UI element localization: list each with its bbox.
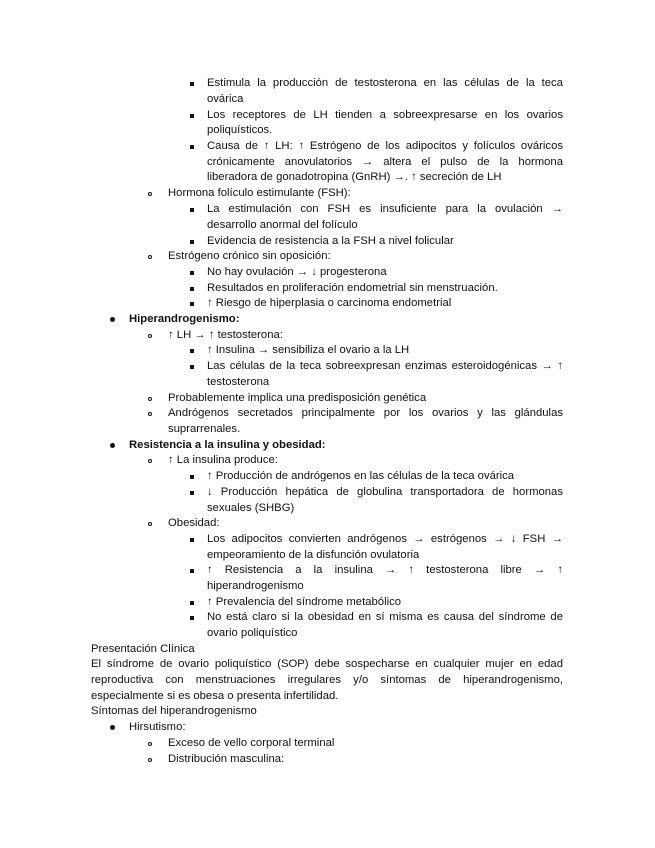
square-bullet-icon: [190, 349, 194, 353]
text-line: Distribución masculina:: [168, 753, 285, 765]
section-heading: Resistencia a la insulina y obesidad:: [129, 439, 326, 451]
square-bullet-icon: [190, 491, 194, 495]
text-line: ↑ Prevalencia del síndrome metabólico: [207, 596, 402, 608]
text-line: empeoramiento de la disfunción ovulatoria: [207, 549, 420, 561]
text-line: Estrógeno crónico sin oposición:: [168, 250, 331, 262]
text-line: Las células de la teca sobreexpresan enzimas esteroidogénicas → ↑: [207, 360, 563, 372]
text-line: ↑ Riesgo de hiperplasia o carcinoma endometrial: [207, 297, 452, 309]
text-line: Los receptores de LH tienden a sobreexpresarse en los ovarios: [207, 109, 563, 121]
text-line: Estimula la producción de testosterona en las células de la teca: [207, 77, 563, 89]
square-bullet-icon: [190, 82, 194, 86]
circle-bullet-icon: [148, 397, 152, 401]
text-line: ↑ LH → ↑ testosterona:: [168, 329, 283, 341]
text-line: suprarrenales.: [168, 423, 241, 435]
text-line: Exceso de vello corporal terminal: [168, 737, 335, 749]
text-line: Hirsutismo:: [129, 721, 186, 733]
text-line: Probablemente implica una predisposición genética: [168, 392, 427, 404]
text-line: Andrógenos secretados principalmente por los ovarios y las glándulas: [168, 407, 563, 419]
text-line: No hay ovulación → ↓ progesterona: [207, 266, 387, 278]
square-bullet-icon: [190, 114, 194, 118]
disc-bullet-icon: [110, 443, 115, 448]
text-line: Hormona folículo estimulante (FSH):: [168, 187, 351, 199]
text-line: Evidencia de resistencia a la FSH a nivel folicular: [207, 235, 454, 247]
text-line: hiperandrogenismo: [207, 580, 304, 592]
circle-bullet-icon: [148, 255, 152, 259]
text-line: reproductiva con menstruaciones irregulares y/o síntomas de hiperandrogenismo,: [91, 674, 563, 686]
text-line: Los adipocitos convierten andrógenos → estrógenos → ↓ FSH →: [207, 533, 563, 545]
circle-bullet-icon: [148, 522, 152, 526]
square-bullet-icon: [190, 538, 194, 542]
circle-bullet-icon: [148, 412, 152, 416]
circle-bullet-icon: [148, 192, 152, 196]
text-line: liberadora de gonadotropina (GnRH) →. ↑ secreción de LH: [207, 171, 502, 183]
text-line: Resultados en proliferación endometrial sin menstruación.: [207, 282, 498, 294]
text-line: ↑ Producción de andrógenos en las células de la teca ovárica: [207, 470, 515, 482]
text-line: ↑ La insulina produce:: [168, 454, 278, 466]
text-line: Causa de ↑ LH: ↑ Estrógeno de los adipocitos y folículos ováricos: [207, 140, 563, 152]
circle-bullet-icon: [148, 459, 152, 463]
text-line: Presentación Clínica: [91, 643, 195, 655]
text-line: El síndrome de ovario poliquístico (SOP) debe sospecharse en cualquier mujer en edad: [91, 658, 563, 670]
square-bullet-icon: [190, 569, 194, 573]
text-line: ovario poliquístico: [207, 627, 298, 639]
text-line: crónicamente anovulatorios → altera el pulso de la hormona: [207, 156, 563, 168]
text-line: poliquísticos.: [207, 124, 273, 136]
square-bullet-icon: [190, 616, 194, 620]
text-line: La estimulación con FSH es insuficiente para la ovulación →: [207, 203, 563, 215]
square-bullet-icon: [190, 287, 194, 291]
text-line: ↓ Producción hepática de globulina transportadora de hormonas: [207, 486, 563, 498]
text-line: No está claro si la obesidad en sí misma es causa del síndrome de: [207, 611, 563, 623]
square-bullet-icon: [190, 475, 194, 479]
square-bullet-icon: [190, 601, 194, 605]
square-bullet-icon: [190, 145, 194, 149]
text-line: desarrollo anormal del folículo: [207, 219, 358, 231]
square-bullet-icon: [190, 240, 194, 244]
text-line: ovárica: [207, 93, 244, 105]
section-heading: Hiperandrogenismo:: [129, 313, 240, 325]
text-line: especialmente si es obesa o presenta infertilidad.: [91, 690, 339, 702]
text-line: testosterona: [207, 376, 270, 388]
circle-bullet-icon: [148, 742, 152, 746]
square-bullet-icon: [190, 271, 194, 275]
square-bullet-icon: [190, 302, 194, 306]
square-bullet-icon: [190, 365, 194, 369]
text-line: ↑ Resistencia a la insulina → ↑ testosterona libre → ↑: [207, 564, 563, 576]
text-line: Síntomas del hiperandrogenismo: [91, 705, 257, 717]
disc-bullet-icon: [110, 317, 115, 322]
circle-bullet-icon: [148, 758, 152, 762]
circle-bullet-icon: [148, 334, 152, 338]
text-line: sexuales (SHBG): [207, 502, 295, 514]
text-line: ↑ Insulina → sensibiliza el ovario a la LH: [207, 344, 410, 356]
square-bullet-icon: [190, 208, 194, 212]
text-line: Obesidad:: [168, 517, 220, 529]
disc-bullet-icon: [110, 725, 115, 730]
